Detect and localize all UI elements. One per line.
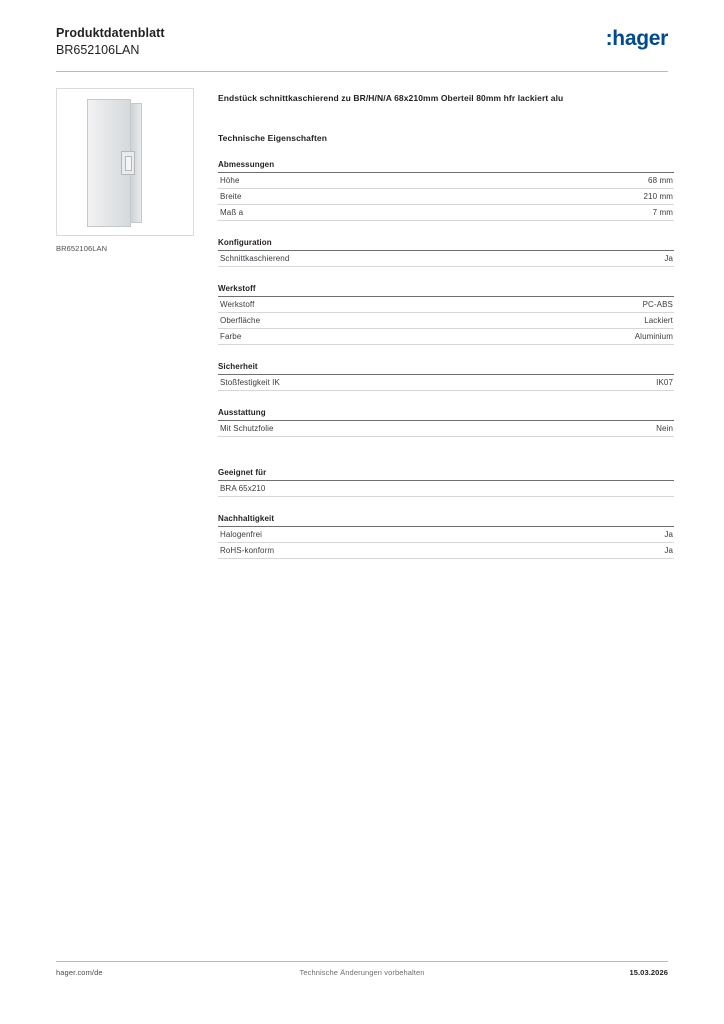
- row-label: Höhe: [220, 176, 240, 185]
- row-value: Ja: [664, 530, 673, 539]
- hager-logo: :hager: [605, 27, 668, 50]
- table-row: [218, 173, 674, 189]
- group-werkstoff: [218, 284, 674, 345]
- content-column: [218, 92, 674, 559]
- product-clip-inner-shape: [125, 156, 132, 171]
- row-value: IK07: [656, 378, 673, 387]
- table-row: [218, 375, 674, 391]
- group-sicherheit: [218, 362, 674, 391]
- group-title: Nachhaltigkeit: [218, 514, 674, 527]
- row-label: Stoßfestigkeit IK: [220, 378, 280, 387]
- product-illustration: [87, 99, 143, 227]
- group-title: Werkstoff: [218, 284, 674, 297]
- row-label: Oberfläche: [220, 316, 261, 325]
- group-abmessungen: [218, 160, 674, 221]
- table-row: [218, 543, 674, 559]
- row-value: PC-ABS: [642, 300, 673, 309]
- table-row: [218, 313, 674, 329]
- row-value: 210 mm: [643, 192, 673, 201]
- group-title: Abmessungen: [218, 160, 674, 173]
- group-title: Ausstattung: [218, 408, 674, 421]
- table-row: [218, 297, 674, 313]
- row-label: Maß a: [220, 208, 244, 217]
- footer-disclaimer: Technische Änderungen vorbehalten: [299, 968, 425, 977]
- group-title: Konfiguration: [218, 238, 674, 251]
- group-title: Geeignet für: [218, 468, 674, 481]
- title-block: [56, 26, 165, 58]
- group-konfiguration: [218, 238, 674, 267]
- group-nachhaltigkeit: [218, 514, 674, 559]
- row-value: Aluminium: [634, 332, 673, 341]
- row-value: Nein: [656, 424, 673, 433]
- row-label: Werkstoff: [220, 300, 255, 309]
- row-value: Lackiert: [644, 316, 673, 325]
- table-row: [218, 527, 674, 543]
- group-geeignet-fuer: [218, 468, 674, 497]
- row-value: Ja: [664, 546, 673, 555]
- header-divider: [56, 71, 668, 72]
- table-row: [218, 421, 674, 437]
- row-value: 68 mm: [648, 176, 673, 185]
- product-code-subtitle: BR652106LAN: [56, 43, 140, 57]
- group-title: Sicherheit: [218, 362, 674, 375]
- row-label: Farbe: [220, 332, 242, 341]
- row-label: RoHS-konform: [220, 546, 275, 555]
- row-value: 7 mm: [652, 208, 673, 217]
- page-header: [56, 26, 668, 58]
- product-image: [56, 88, 194, 236]
- row-label: BRA 65x210: [220, 484, 266, 493]
- technical-properties-heading: Technische Eigenschaften: [218, 133, 327, 143]
- product-clip-shape: [121, 151, 135, 175]
- row-label: Breite: [220, 192, 242, 201]
- table-row: [218, 481, 674, 497]
- group-ausstattung: [218, 408, 674, 437]
- table-row: [218, 251, 674, 267]
- footer-website-link[interactable]: hager.com/de: [56, 968, 103, 977]
- row-value: Ja: [664, 254, 673, 263]
- table-row: [218, 329, 674, 345]
- image-caption: BR652106LAN: [56, 244, 108, 253]
- footer-divider: [56, 961, 668, 962]
- product-description: Endstück schnittkaschierend zu BR/H/N/A 68x210mm Oberteil 80mm hfr lackiert alu: [218, 93, 564, 103]
- row-label: Mit Schutzfolie: [220, 424, 274, 433]
- page-footer: [56, 968, 668, 977]
- footer-date: 15.03.2026: [629, 968, 668, 977]
- row-label: Halogenfrei: [220, 530, 263, 539]
- table-row: [218, 205, 674, 221]
- table-row: [218, 189, 674, 205]
- page-title: Produktdatenblatt: [56, 26, 165, 40]
- row-label: Schnittkaschierend: [220, 254, 290, 263]
